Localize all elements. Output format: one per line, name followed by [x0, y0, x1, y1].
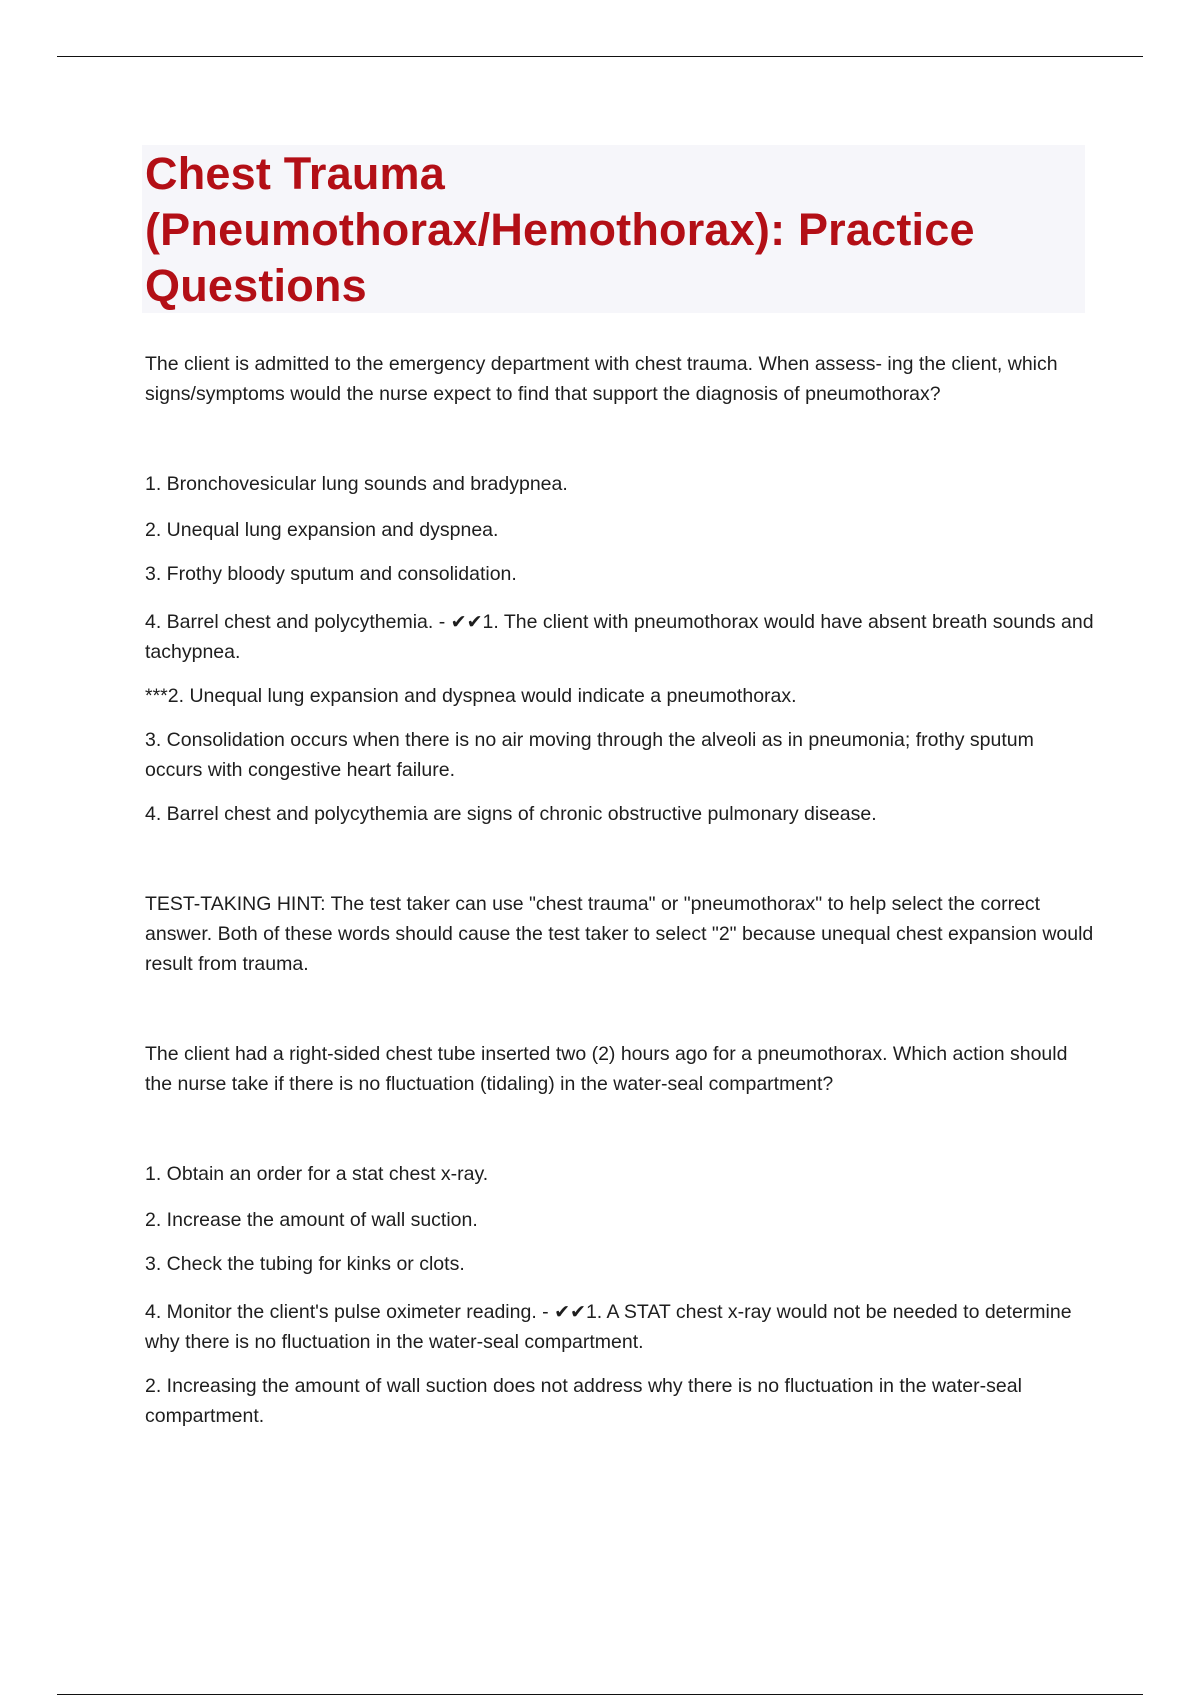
check-mark-icon: ✔✔ [450, 611, 483, 633]
question-1-rationale-3: 3. Consolidation occurs when there is no air moving through the alveoli as in pneumonia; frothy sputum occurs with congestive heart failure. [145, 729, 1034, 781]
document-body [145, 145, 1095, 1431]
question-2-option-4-with-answer [145, 1297, 1095, 1357]
page-title: Chest Trauma (Pneumothorax/Hemothorax): Practice Questions [145, 148, 975, 311]
question-1-hint: TEST-TAKING HINT: The test taker can use "chest trauma" or "pneumothorax" to help select the correct answer. Both of these words should cause the test taker to select "2" because unequal chest expansion would result from trauma. [145, 893, 1094, 975]
question-2-rationale-2: 2. Increasing the amount of wall suction does not address why there is no fluctuation in the water-seal compartment. [145, 1375, 1022, 1427]
question-1-option-2: 2. Unequal lung expansion and dyspnea. [145, 519, 499, 541]
bottom-rule [57, 1694, 1143, 1695]
check-mark-icon: ✔✔ [554, 1301, 586, 1323]
question-1-option-4: 4. Barrel chest and polycythemia. - [145, 611, 446, 633]
question-2-option-1: 1. Obtain an order for a stat chest x-ray. [145, 1163, 489, 1185]
question-1-stem: The client is admitted to the emergency department with chest trauma. When assess- ing the client, which signs/symptoms would the nurse expect to find that support the diagnosis of pneumothorax? [145, 353, 1058, 405]
question-1-rationale-4: 4. Barrel chest and polycythemia are signs of chronic obstructive pulmonary disease. [145, 803, 877, 825]
question-2-stem: The client had a right-sided chest tube inserted two (2) hours ago for a pneumothorax. Which action should the nurse take if there is no fluctuation (tidaling) in the water-seal compartment? [145, 1043, 1068, 1095]
title-block [142, 145, 1085, 313]
question-2-rationale-1: 1. A STAT chest x-ray would not be needed to determine why there is no fluctuation in the water-seal compartment. [145, 1301, 1072, 1353]
question-2-option-3: 3. Check the tubing for kinks or clots. [145, 1253, 465, 1275]
question-2-option-4: 4. Monitor the client's pulse oximeter reading. - [145, 1301, 549, 1323]
top-rule [57, 56, 1143, 57]
question-1-rationale-1: 1. The client with pneumothorax would have absent breath sounds and tachypnea. [145, 611, 1094, 663]
question-1-rationale-2: ***2. Unequal lung expansion and dyspnea would indicate a pneumothorax. [145, 685, 797, 707]
question-1-option-1: 1. Bronchovesicular lung sounds and bradypnea. [145, 473, 568, 495]
question-1-option-3: 3. Frothy bloody sputum and consolidation. [145, 563, 517, 585]
question-1-option-4-with-answer [145, 607, 1095, 667]
question-2-option-2: 2. Increase the amount of wall suction. [145, 1209, 478, 1231]
